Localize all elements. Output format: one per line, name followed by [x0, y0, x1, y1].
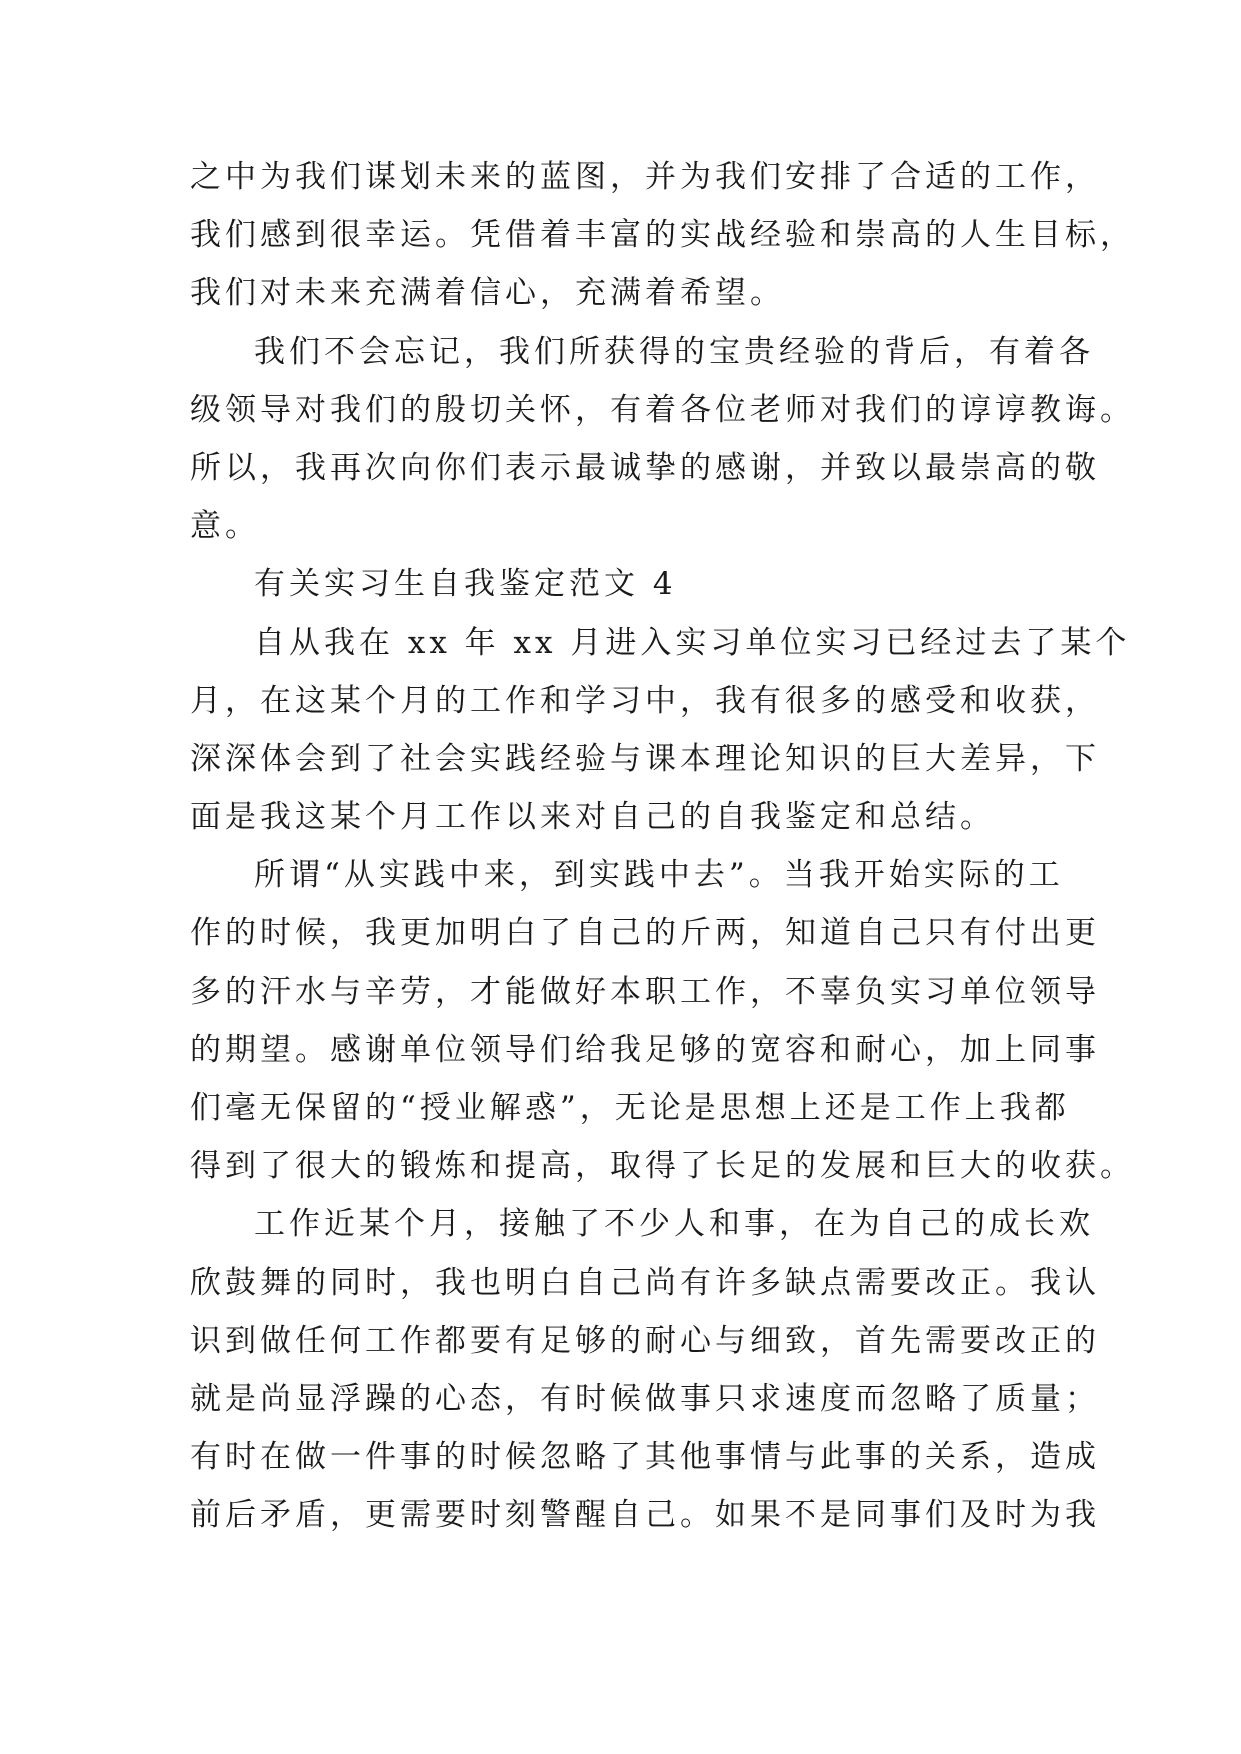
paragraph-start-line: 工作近某个月，接触了不少人和事，在为自己的成长欢: [254, 1206, 1094, 1243]
text-line: 所以，我再次向你们表示最诚挚的感谢，并致以最崇高的敬: [190, 449, 1100, 486]
paragraph-start-line: 所谓“从实践中来，到实践中去”。当我开始实际的工: [254, 857, 1064, 894]
text-line: 的期望。感谢单位领导们给我足够的宽容和耐心，加上同事: [190, 1031, 1100, 1068]
paragraph-start-line: 自从我在 xx 年 xx 月进入实习单位实习已经过去了某个: [254, 624, 1131, 661]
text-line: 之中为我们谋划未来的蓝图，并为我们安排了合适的工作，: [190, 159, 1100, 195]
text-line: 识到做任何工作都要有足够的耐心与细致，首先需要改正的: [190, 1322, 1100, 1359]
section-heading: 有关实习生自我鉴定范文 4: [254, 566, 677, 603]
text-line: 我们对未来充满着信心，充满着希望。: [190, 275, 785, 312]
body-text: [190, 158, 1135, 1555]
text-line: 作的时候，我更加明白了自己的斤两，知道自己只有付出更: [190, 915, 1100, 952]
text-line: 意。: [190, 508, 260, 545]
text-line: 级领导对我们的殷切关怀，有着各位老师对我们的谆谆教诲。: [190, 391, 1135, 428]
text-line: 得到了很大的锻炼和提高，取得了长足的发展和巨大的收获。: [190, 1148, 1135, 1185]
text-line: 面是我这某个月工作以来对自己的自我鉴定和总结。: [190, 799, 995, 836]
text-line: 多的汗水与辛劳，才能做好本职工作，不辜负实习单位领导: [190, 973, 1100, 1010]
text-line: 我们感到很幸运。凭借着丰富的实战经验和崇高的人生目标，: [190, 217, 1135, 254]
text-line: 前后矛盾，更需要时刻警醒自己。如果不是同事们及时为我: [190, 1497, 1100, 1534]
text-line: 欣鼓舞的同时，我也明白自己尚有许多缺点需要改正。我认: [190, 1264, 1100, 1301]
text-line: 月，在这某个月的工作和学习中，我有很多的感受和收获，: [190, 682, 1100, 719]
text-line: 就是尚显浮躁的心态，有时候做事只求速度而忽略了质量；: [190, 1380, 1100, 1417]
text-line: 深深体会到了社会实践经验与课本理论知识的巨大差异，下: [190, 740, 1100, 777]
text-line: 们毫无保留的“授业解惑”，无论是思想上还是工作上我都: [190, 1090, 1070, 1126]
text-line: 有时在做一件事的时候忽略了其他事情与此事的关系，造成: [190, 1439, 1100, 1476]
paragraph-start-line: 我们不会忘记，我们所获得的宝贵经验的背后，有着各: [254, 333, 1094, 370]
